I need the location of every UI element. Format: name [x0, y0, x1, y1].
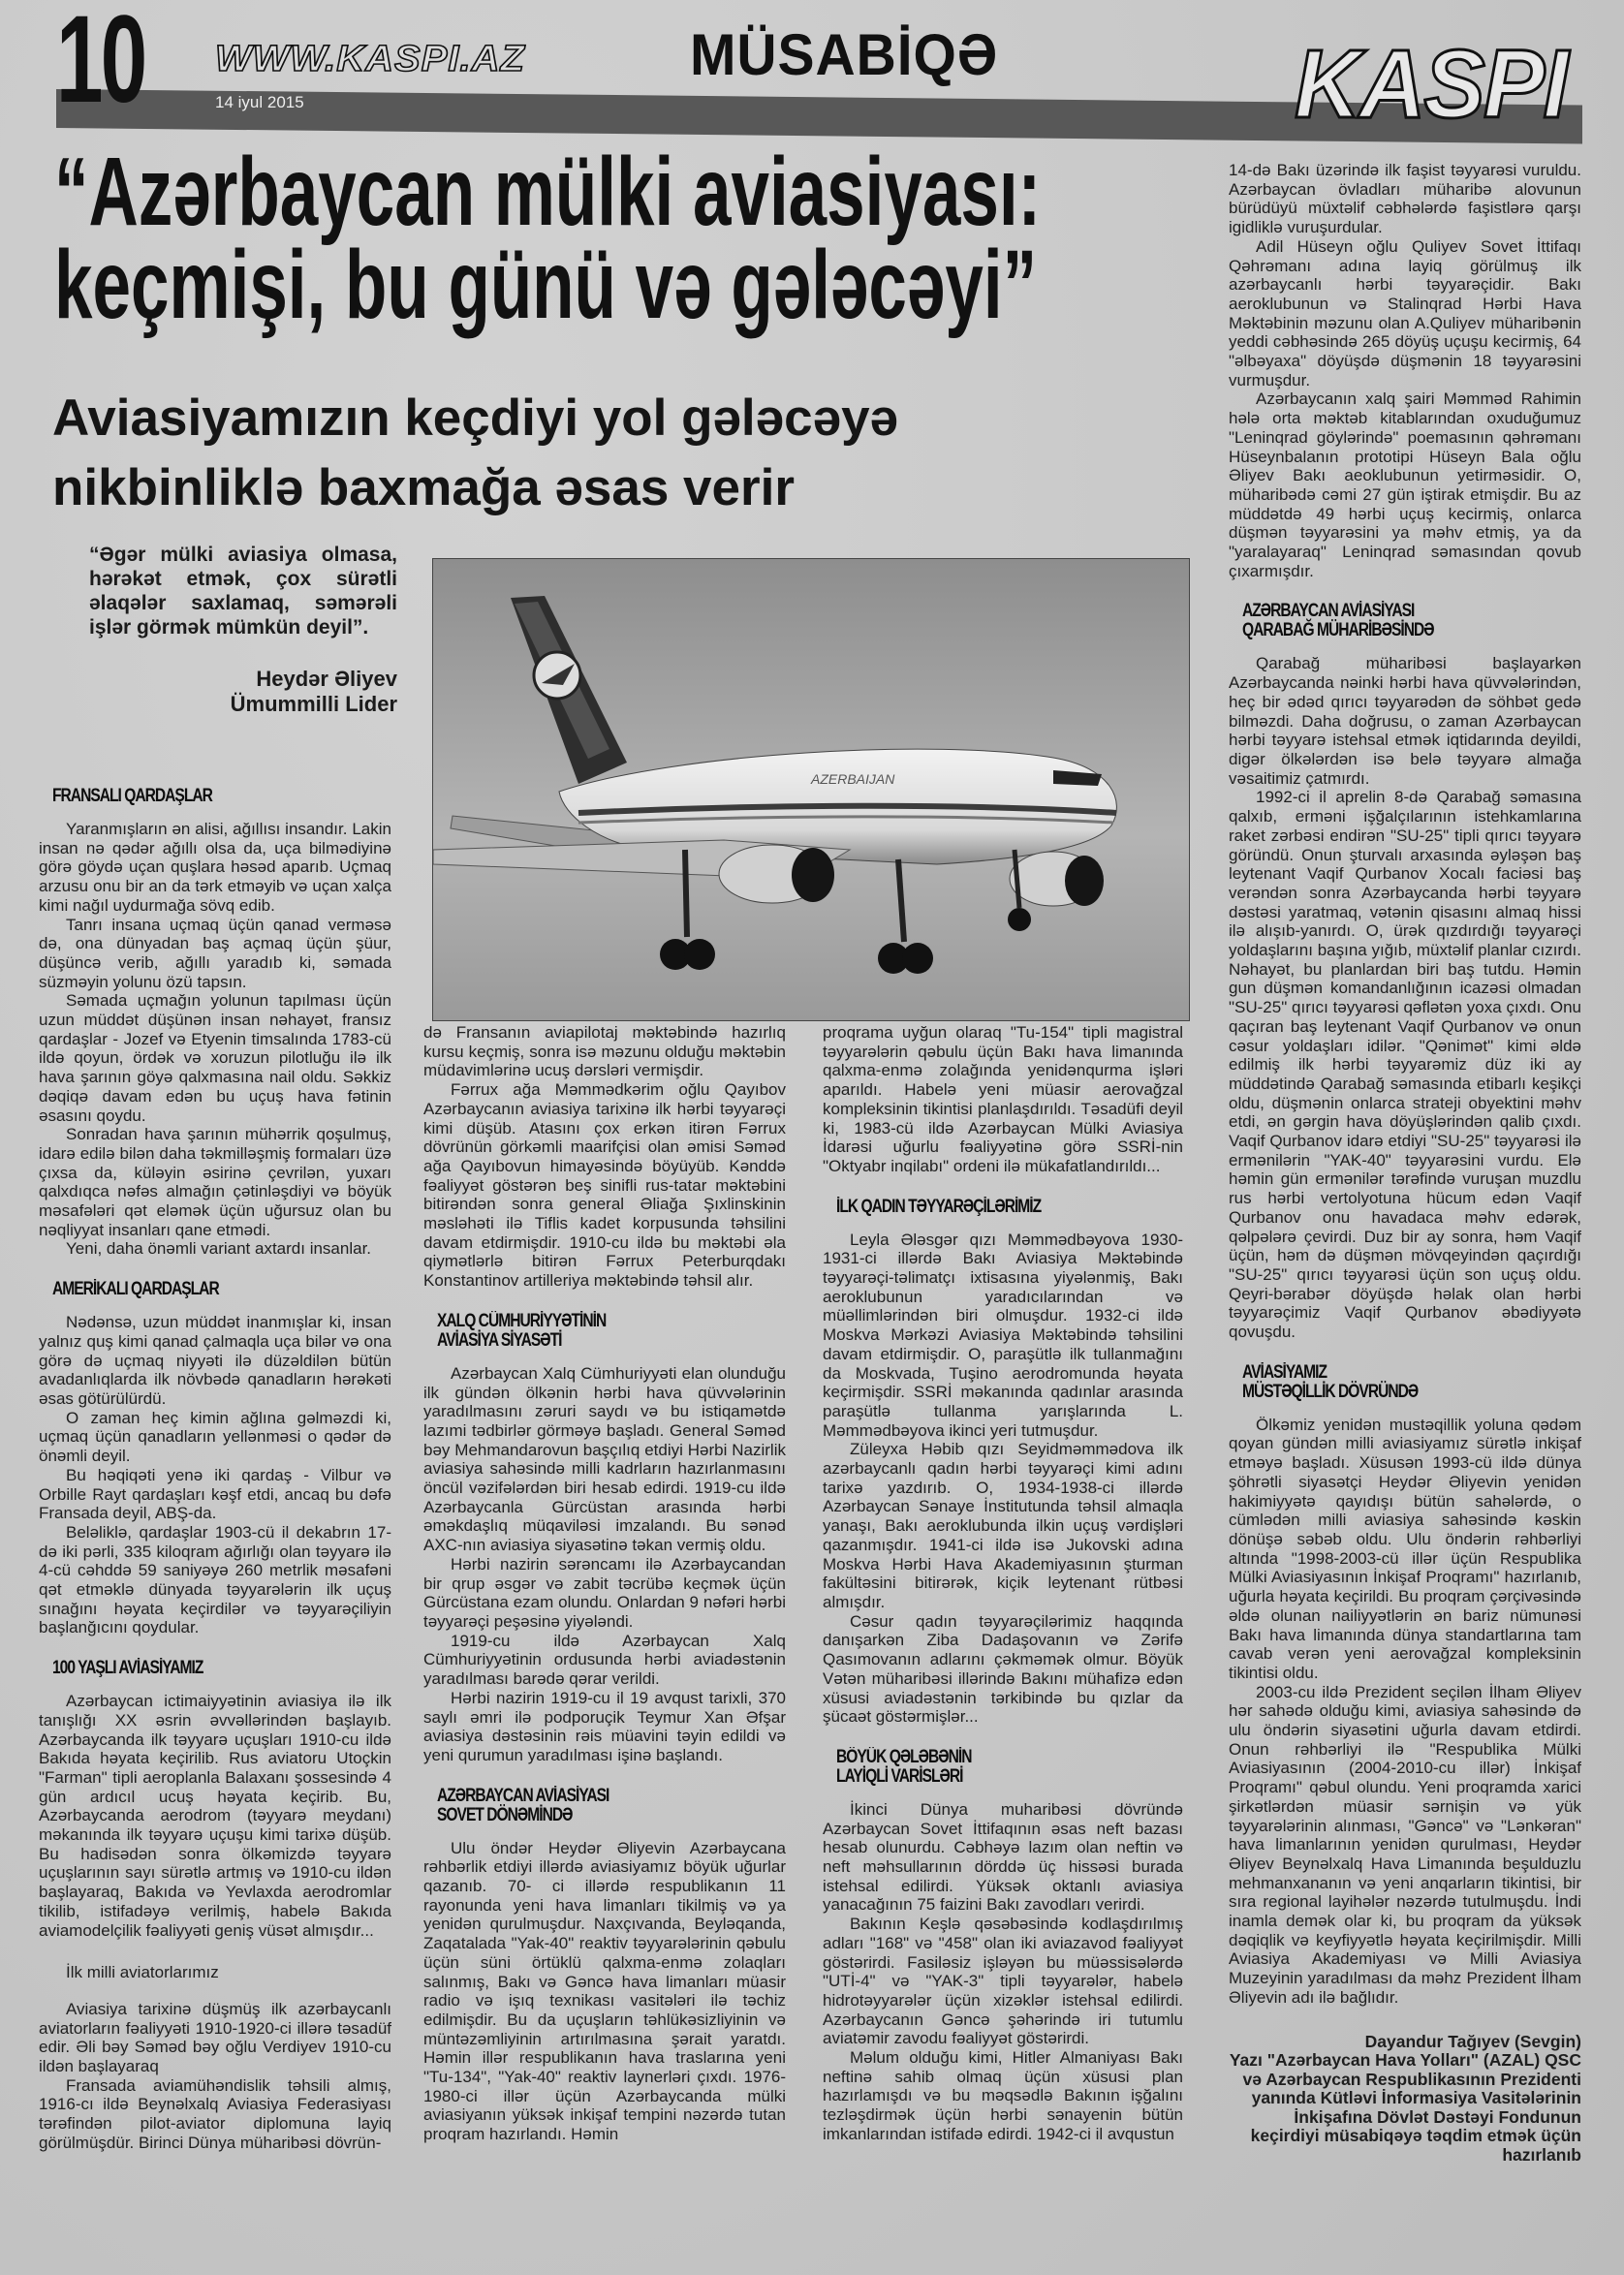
subheading: İlk milli aviatorlarımız: [66, 1963, 219, 1982]
paragraph: Leyla Ələsgər qızı Məmmədbəyova 1930-1931-ci illərdə Bakı Aviasiya Məktəbində təyyarəçi-təlimatçı ixtisasına yiyələnmiş, Bakı aeroklubunun yaradıcılarından və müəllimlərindən biri olmuşdur. 1932-ci ildə Moskva Mərkəzi Aviasiya Məktəbində təhsilini davam etdirmişdir. O, paraşütlə ilk tullanmağını da Moskvada, Tuşino aerodromunda həyata keçirmişdir. SSRİ məkanında qadınlar arasında paraşütlə tullanma yarışlarında L. Məmmədbəyova ikinci yeri tutmuşdur.: [823, 1230, 1183, 1440]
paragraph: 2003-cu ildə Prezident seçilən İlham Əliyev hər sahədə olduğu kimi, aviasiya sahəsində də ulu öndərin siyasətini uğurla davam etdirdi. Onun rəhbərliyi ilə "Respublika Mülki Aviasiyasının (2004-2010-cu illər) İnkişaf Proqramı" qəbul olundu. Yeni proqramda xarici şirkətlərdən müasir sərnişin və yük təyyarələrinin alınması, "Gəncə" və "Lənkəran" hava limanlarının yenidən qurulması, Heydər Əliyev Beynəlxalq Hava Limanında beşulduzlu mehmanxananın və yeni anqarların tikintisi, bir sıra regional layihələr nəzərdə tutulmuşdu. İndi inamla demək olar ki, bu proqram da yüksək dəqiqlik və keyfiyyətlə həyata keçirilmişdir. Milli Aviasiya Akademiyası və Milli Aviasiya Muzeyinin yaradılması da məhz Prezident İlham Əliyevin adı ilə bağlıdır.: [1229, 1682, 1581, 2007]
subtitle-line-2: nikbinliklə baxmağa əsas verir: [52, 459, 795, 516]
paragraph: Züleyxa Həbib qızı Seyidməmmədova ilk azərbaycanlı qadın hərbi təyyarəçi kimi adını tarixə yazdırıb. O, 1934-1938-ci illərdə Azərbaycan Sənaye İnstitutunda təhsil almaqla yanaşı, Bakı aeroklubunda ilkin uçuş vərdişləri qazanmışdır. 1941-ci ildə isə Jukovski adına Moskva Hərbi Hava Akademiyasının şturman fakültəsini bitirərək, kiçik leytenant rütbəsi almışdır.: [823, 1440, 1183, 1611]
subtitle-line-1: Aviasiyamızın keçdiyi yol gələcəyə: [52, 390, 899, 447]
paragraph: Azərbaycanın xalq şairi Məmməd Rahimin hələ orta məktəb kitablarından oxuduğumuz "Leninqrad göylərində" poemasının qəhrəmanı Hüseynbalanın prototipi Hüseyn Bala oğlu Əliyev Bakı aeoklubunun yetirməsidir. O, müharibədə cəmi 27 gün iştirak etmişdir. Bu az müddətdə 49 hərbi uçuş kecirmiş, onlarca düşmən təyyarəsini ya məhv etmiş, ya da "yaralayaraq" Leninqrad səmasından qovub çıxarmışdır.: [1229, 390, 1581, 580]
article-column-1: [39, 787, 391, 2259]
heading-line: XALQ CÜMHURİYYƏTİNİN: [437, 1310, 607, 1331]
section-heading: FRANSALI QARDAŞLAR: [52, 787, 212, 806]
section-heading: AMERİKALI QARDAŞLAR: [52, 1279, 219, 1300]
paragraph: Fərrux ağa Məmmədkərim oğlu Qayıbov Azərbaycanın aviasiya tarixinə ilk hərbi təyyarəçi kimi düşüb. Atasını çox erkən itirən Fərrux dövrünün görkəmli maarifçisi olan əmisi Səməd ağa Qayıbovun himayəsində böyüyüb. Kənddə fəaliyyət göstərən beş sinifli rus-tatar məktəbini bitirəndən sonra general Əliağa Şıxlinskinin məsləhəti ilə Tiflis kadet korpusunda təhsilini davam etdirmişdir. 1910-cu ildə bu məktəbi əla qiymətlərlə bitirən Fərrux Peterburqdakı Konstantinov artilleriya məktəbində təhsil alır.: [423, 1080, 786, 1291]
paragraph: İkinci Dünya muharibəsi dövründə Azərbaycan Sovet İttifaqının əsas neft bazası hesab olunurdu. Cəbhəyə lazım olan neftin və neft məhsullarının dörddə üç hissəsi burada istehsal edilirdi. Yüksək oktanlı aviasiya yanacağının 75 faizini Bakı zavodları verirdi.: [823, 1799, 1183, 1915]
airplane-photo: [432, 558, 1190, 1021]
quote-author-title: Ümummilli Lider: [230, 692, 397, 716]
paragraph: Bakının Keşlə qəsəbəsində kodlaşdırılmış adları "168" və "458" olan iki aviazavod fəaliyyət göstərirdi. Fasiləsiz işləyən bu müəssisələrdə "UTİ-4" və "YAK-3" tipli təyyarələr, habelə hidrotəyyarələr üçün xizəklər istehsal edilirdi. Azərbaycanın Gəncə şəhərində iri tutumlu aviatəmir zavodu fəaliyyət göstərirdi.: [823, 1915, 1183, 2048]
quote-author: Heydər Əliyev: [256, 667, 397, 691]
quote-attribution: [145, 667, 397, 717]
article-column-3: [823, 1023, 1183, 2263]
section-heading: [437, 1312, 723, 1351]
article-note: Yazı "Azərbaycan Hava Yolları" (AZAL) QSC və Azərbaycan Respublikasının Prezidenti yanında Kütləvi İnformasiya Vasitələrinin İnkişafına Dövlət Dəstəyi Fondunun keçirdiyi müsabiqəyə təqdim etmək üçün hazırlanıb: [1229, 2050, 1581, 2165]
title-line-1: “Azərbaycan mülki aviasiyası:: [54, 138, 1042, 246]
heading-line: MÜSTƏQİLLİK DÖVRÜNDƏ: [1242, 1381, 1419, 1402]
paragraph: Fransada aviamühəndislik təhsili almış, 1916-cı ildə Beynəlxalq Aviasiya Federasiyası tərəfindən pilot-aviator diplomuna layiq görülmüşdür. Birinci Dünya müharibəsi dövrün-: [39, 2075, 391, 2152]
paragraph: Sonradan hava şarının mühərrik qoşulmuş, idarə edilə bilən daha təkmilləşmiş formaları üzə çıxsa da, küləyin əsirinə çevrilən, yuxarı qalxdıqca nəfəs almağın çətinləşdiyi və böyük məsafələri qət eləmək üçün uğursuz olan bu nəqliyyat insanları qane etmədi.: [39, 1125, 391, 1239]
title-line-2: keçmişi, bu günü və gələcəyi”: [54, 231, 1038, 339]
paragraph: də Fransanın aviapilotaj məktəbində hazırlıq kursu keçmiş, sonra isə məzunu olduğu məktəbin müdavimlərinə ucuş dərsləri vermişdir.: [423, 1023, 786, 1080]
paragraph: Tanrı insana uçmaq üçün qanad verməsə də, ona dünyadan baş açmaq üçün şüur, düşüncə verib, ağıllı yaradıb ki, səmada süzməyin yolunu özü tapsın.: [39, 915, 391, 991]
section-title: MÜSABİQƏ: [690, 22, 999, 87]
heading-line: LAYİQLİ VARİSLƏRİ: [836, 1765, 963, 1787]
heading-line: AZƏRBAYCAN AVİASİYASI: [1242, 601, 1415, 622]
epigraph-quote: “Əgər mülki aviasiya olmasa, hərəkət etmək, çox sürətli əlaqələr saxlamaq, səmərəli işlər görmək mümkün deyil”.: [89, 544, 397, 639]
paragraph: Bu həqiqəti yenə iki qardaş - Vilbur və Orbille Rayt qardaşları kəşf etdi, ancaq bu dəfə Fransada deyil, ABŞ-da.: [39, 1465, 391, 1523]
section-heading: [437, 1787, 723, 1825]
paragraph: Hərbi nazirin 1919-cu il 19 avqust tarixli, 370 saylı əmri ilə podporuçik Teymur Xan Əfşar aviasiya dəstəsinin rəis müavini təyin edildi və yeni qurumun yaradılması işinə başlandı.: [423, 1688, 786, 1764]
paragraph: Yaranmışların ən alisi, ağıllısı insandır. Lakin insan nə qədər ağıllı olsa da, uça bilmədiyinə görə göydə uçan quşlara həsəd aparıb. Uçmaq arzusu onu bir an da tərk etməyib və uçan xalça kimi nağıl uydurmağa sövq edib.: [39, 820, 391, 915]
article-subtitle: [52, 384, 898, 523]
paragraph: Nədənsə, uzun müddət inanmışlar ki, insan yalnız quş kimi qanad çalmaqla uça bilər və ona görə də uçmaq niyyəti ilə düzəldilən bütün avadanlıqlarda ilk növbədə qanadların hərəkəti əsas götürülürdü.: [39, 1313, 391, 1408]
paragraph: 14-də Bakı üzərində ilk faşist təyyarəsi vuruldu. Azərbaycan övladları müharibə alovunun bürüdüyü müxtəlif cəbhələrdə faşistlərə qarşı igidliklə vuruşurdular.: [1229, 161, 1581, 237]
article-column-2: [423, 1023, 786, 2263]
paragraph: Beləliklə, qardaşlar 1903-cü il dekabrın 17-də iki pərli, 335 kiloqram ağırlığı olan təyyarə ilə 4-cü cəhddə 59 saniyəyə 260 metrlik məsafəni qət etməklə dünyada təyyarələrin ilk uçuş sınağını həyata keçirdilər və təyyarəçiliyin başlanğıcını qoydular.: [39, 1522, 391, 1637]
article-column-4: [1229, 161, 1581, 2254]
paragraph: Qarabağ müharibəsi başlayarkən Azərbaycanda nəinki hərbi hava qüvvələrindən, heç bir ədəd qırıcı təyyarədən də söhbət gedə bilməzdi. Daha doğrusu, o zaman Azərbaycan hərbi təyyarə istehsal etmək iqtidarında deyildi, digər ölkələrdən isə belə təyyarə almağa vəsaitimiz çatmırdı.: [1229, 654, 1581, 788]
heading-line: AVİASİYA SİYASƏTİ: [437, 1329, 562, 1351]
paragraph: 1919-cu ildə Azərbaycan Xalq Cümhuriyyətinin ordusunda hərbi aviadəstənin yaradılması barədə qərar verildi.: [423, 1631, 786, 1689]
heading-line: QARABAĞ MÜHARİBƏSİNDƏ: [1242, 620, 1434, 641]
paragraph: Adil Hüseyn oğlu Quliyev Sovet İttifaqı Qəhrəmanı adına layiq görülmuş ilk azərbaycanlı hərbi təyyarəçidir. Bakı aeroklubunun və Stalinqrad Hərbi Hava Məktəbinin məzunu olan A.Quliyev müharibənin yeddi cəbhəsində 265 döyüş uçuşu kecirmiş, 64 "əlbəyaxa" döyüşdə düşmənin 18 təyyarəsini vurmuşdur.: [1229, 236, 1581, 390]
heading-line: AVİASİYAMIZ: [1242, 1361, 1327, 1383]
heading-line: BÖYÜK QƏLƏBƏNİN: [836, 1746, 972, 1767]
section-heading: İLK QADIN TƏYYARƏÇİLƏRİMİZ: [836, 1196, 1042, 1217]
section-heading: [1242, 602, 1520, 640]
page-number: 10: [56, 0, 145, 129]
paragraph: Səmada uçmağın yolunun tapılması üçün uzun müddət düşünən insan nəhayət, fransız qardaşlar - Jozef və Etyenin timsalında 1783-cü ildə qoyun, ördək və xoruzun pilotluğu ilə ilk hava şarının göyə qalxmasına nail oldu. Səkkiz dəqiqə davam edən bu uçuş hava fətinin əsasını qoydu.: [39, 991, 391, 1125]
website-url: WWW.KASPI.AZ: [215, 39, 525, 79]
section-heading: 100 YAŞLI AVİASİYAMIZ: [52, 1658, 203, 1679]
livery-text: AZERBAIJAN: [811, 771, 895, 787]
section-heading: [1242, 1363, 1520, 1402]
paragraph: Ulu öndər Heydər Əliyevin Azərbaycana rəhbərlik etdiyi illərdə aviasiyamız böyük uğurlar qazanıb. 70- ci illərdə respublikanın 11 rayonunda yeni hava limanları tikilmiş və ya yenidən qurulmuşdur. Naxçıvanda, Beyləqanda, Zaqatalada "Yak-40" reaktiv təyyarələrinin qəbulu üçün süni örtüklü qalxma-enmə zolaqları salınmış, Bakı və Gəncə hava limanları müasir radio və işıq texnikası vasitələri ilə təchiz edilmişdir. Bu da uçuşların təhlükəsizliyinin və müntəzəmliyinin artırılmasına şərait yaratdı. Həmin illər respublikanın hava traslarına yeni "Tu-134", "Yak-40" reaktiv laynerləri çıxdı. 1976-1980-ci illər üçün Azərbaycanda mülki aviasiyanın yüksək inkişaf tempini nəzərdə tutan proqram hazırlandı. Həmin: [423, 1838, 786, 2144]
paragraph: Ölkəmiz yenidən mustəqillik yoluna qədəm qoyan gündən milli aviasiyamız sürətlə inkişaf etməyə başladı. Xüsusən 1993-cü ildə dünya şöhrətli siyasətçi Heydər Əliyevin yenidən hakimiyyətə qayıdışı bütün sahələrdə, o cümlədən milli aviasiya sahəsində kəskin dönüşə səbəb oldu. Ulu öndərin rəhbərliyi altında "1998-2003-cü illər üçün Respublika Mülki Aviasiyasının İnkişaf Proqramı" hazırlanıb, uğurla həyata keçirildi. Bu proqram çərçivəsində əldə olunan nailiyyətlərin ən bariz nümunəsi Bakı hava limanında dünya standartlarına tam cavab verən yeni aerovağzal kompleksinin tikintisi oldu.: [1229, 1415, 1581, 1682]
paragraph: Azərbaycan Xalq Cümhuriyyəti elan olunduğu ilk gündən ölkənin hərbi hava qüvvələrinin yaradılmasını zəruri saydı və bu istiqamətdə lazımi tədbirlər görməyə başladı. General Səməd bəy Mehmandarovun başçılıq etdiyi Hərbi Nazirlik aviasiya sahəsində milli kadrların hazırlanmasını öncül vəzifələrdən biri hesab edirdi. 1919-cu ildə Azərbaycanla Gürcüstan arasında hərbi əməkdaşlıq müqaviləsi imzalandı. Bu sənəd AXC-nın aviasiya siyasətinə təkan vermiş oldu.: [423, 1363, 786, 1555]
paragraph: Hərbi nazirin sərəncamı ilə Azərbaycandan bir qrup əsgər və zabit təcrübə keçmək üçün Gürcüstana ezam olundu. Onlardan 9 nəfəri hərbi təyyarəçi peşəsinə yiyələndi.: [423, 1554, 786, 1631]
paragraph: proqrama uyğun olaraq "Tu-154" tipli magistral təyyarələrin qəbulu üçün Bakı hava limanında qalxma-enmə zolağında yenidənqurma işləri aparıldı. Habelə yeni müasir aerovağzal kompleksinin tikintisi planlaşdırıldı. Təsadüfi deyil ki, 1983-cü ildə Azərbaycan Mülki Aviasiya İdarəsi uğurlu fəaliyyətinə görə SSRİ-nin "Oktyabr inqilabı" ordeni ilə mükafatlandırıldı...: [823, 1023, 1183, 1175]
paragraph: 1992-ci il aprelin 8-də Qarabağ səmasına qalxıb, erməni işğalçılarının istehkamlarına raket zərbəsi endirən "SU-25" tipli qırıcı təyyarə göründü. Onun şturvalı arxasında əyləşən baş leytenant Vaqif Qurbanov Xocalı faciəsi baş verəndən sonra Azərbaycanda hərbi təyyarə dəstəsi yaratmaq, vətənin qisasını almaq hissi ilə alışıb-yanırdı. O, ürək qızdırdığı təyyarəçi yoldaşlarını başına yığıb, müxtəlif planlar cızırdı. Nəhayət, bu planlardan biri baş tutdu. Həmin gun düşmən komandanlığının icazəsi olmadan "SU-25" qırıcı təyyarəsi qəflətən yoxa çıxdı. Onu qaçıran baş leytenant Vaqif Qurbanov və onun cəsur yoldaşları idilər. "Qənimət" kimi əldə edilmiş ilk hərbi təyyarəmiz düz iki ay müddətində Qarabağ səmasında etibarlı keşikçi oldu, düşmənin onlarca strateji obyektini məhv etdi, ən gərgin hava döyüşlərindən qalib çıxdı. Vaqif Qurbanov idarə etdiyi "SU-25" təyyarəsi ilə ermənilərin "YAK-40" təyyarəsini vurdu. Elə həmin gün ermənilər tərəfində vuruşan muzdlu rus hərbi vertolyotuna hücum edən Vaqif Qurbanov onu havadaca məhv edərək, qəlpələrə çevirdi. Duz bir ay sonra, həm Vaqif üçün, həm də düşmən mövqeyindən qaçırdığı "SU-25" qırıcı təyyarəsi üçün son uçuş oldu. Qeyri-bərabər döyüşdə həlak olan hərbi təyyarəçimiz Vaqif Qurbanov əbədiyyətə qovuşdu.: [1229, 788, 1581, 1342]
paragraph: Cəsur qadın təyyarəçilərimiz haqqında danışarkən Ziba Dadaşovanın və Zərifə Qasımovanın adlarını çəkməmək olmur. Böyük Vətən müharibəsi illərində Bakını mühafizə edən xüsusi aviadəstənin tərkibində bu qızlar da şücaət göstərmişlər...: [823, 1611, 1183, 1727]
paragraph: Azərbaycan ictimaiyyətinin aviasiya ilə ilk tanışlığı XX əsrin əvvəllərindən başlayıb. Azərbaycanda ilk təyyarə uçuşları 1910-cu ildə Bakıda həyata keçirilib. Rus aviatoru Utoçkin "Farman" tipli aeroplanla Balaxanı şossesində 4 gün ardıcıl ucuş həyata keçirib. Bu, Azərbaycanda aerodrom (təyyarə meydanı) məkanında ilk təyyarə uçuşu kimi tarixə düşüb. Bu hadisədən sonra ölkəmizdə təyyarə uçuşlarının sayı sürətlə artmış və 1910-cu ildən başlayaraq, Bakıda və Yevlaxda aerodromlar tikilib, istifadəyə verilmiş, habelə Bakıda aviamodelçilik fəaliyyəti geniş vüsət almışdır...: [39, 1692, 391, 1940]
issue-date: 14 iyul 2015: [215, 93, 304, 111]
paragraph: Məlum olduğu kimi, Hitler Almaniyası Bakı neftinə sahib olmaq üçün xüsusi plan hazırlamışdı və bu məqsədlə Bakının işğalını tezləşdirmək üçün hərbi sənayenin bütün imkanlarından istifadə edirdi. 1942-ci il avqustun: [823, 2048, 1183, 2143]
heading-line: SOVET DÖNƏMİNDƏ: [437, 1804, 573, 1825]
newspaper-logo: KASPI: [1295, 30, 1567, 139]
paragraph: Yeni, daha önəmli variant axtardı insanlar.: [66, 1239, 372, 1259]
paragraph: Aviasiya tarixinə düşmüş ilk azərbaycanlı aviatorların fəaliyyəti 1910-1920-ci illərə təsadüf edir. Əli bəy Səməd bəy oğlu Verdiyev 1910-cu ildən başlayaraq: [39, 1999, 391, 2076]
airplane-icon: [433, 559, 1189, 1020]
article-author: Dayandur Tağıyev (Sevgin): [1364, 2031, 1581, 2051]
section-heading: [836, 1748, 1121, 1787]
heading-line: AZƏRBAYCAN AVİASİYASI: [437, 1785, 609, 1806]
paragraph: O zaman heç kimin ağlına gəlməzdi ki, uçmaq üçün qanadların yellənməsi o qədər də önəmli deyil.: [39, 1408, 391, 1466]
